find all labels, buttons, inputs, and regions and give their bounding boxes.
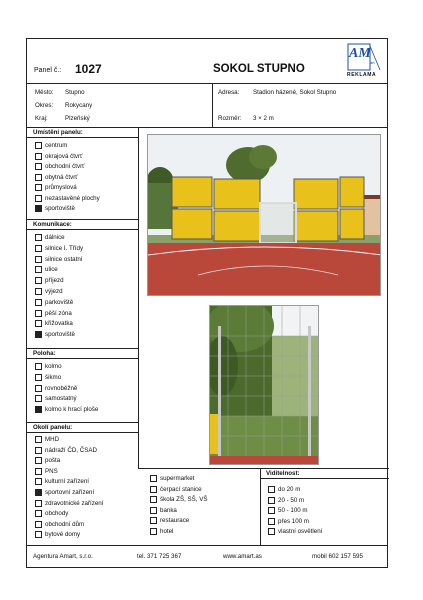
checkbox-unchecked[interactable] xyxy=(150,475,157,482)
checkbox-unchecked[interactable] xyxy=(35,478,42,485)
checkbox-label: křižovatka xyxy=(45,320,73,328)
checkbox-label: kolmo xyxy=(45,363,62,370)
checkbox-unchecked[interactable] xyxy=(35,510,42,517)
checkbox-label: průmyslová xyxy=(45,184,77,191)
checkbox-label: ulice xyxy=(45,266,58,274)
footer-company: Agentura Amart, s.r.o. xyxy=(33,553,93,560)
komunikace-title: Komunikace: xyxy=(33,221,72,228)
checkbox-label: šikmo xyxy=(45,373,62,381)
checkbox-unchecked[interactable] xyxy=(35,184,42,191)
checkbox-unchecked[interactable] xyxy=(150,528,157,535)
checkbox-unchecked[interactable] xyxy=(35,521,42,528)
checkbox-unchecked[interactable] xyxy=(35,256,42,263)
checkbox-label: obytná čtvrť xyxy=(45,173,78,181)
page-title: SOKOL STUPNO xyxy=(213,63,305,75)
checkbox-label: kulturní zařízení xyxy=(45,478,90,486)
checkbox-checked[interactable] xyxy=(35,406,42,413)
checkbox-unchecked[interactable] xyxy=(268,486,275,493)
poloha-title: Poloha: xyxy=(33,350,56,357)
rozmer-value: 3 × 2 m xyxy=(253,115,274,122)
checkbox-unchecked[interactable] xyxy=(35,234,42,241)
checkbox-label: obchody xyxy=(45,510,69,518)
checkbox-unchecked[interactable] xyxy=(35,436,42,443)
checkbox-label: zdravotnické zařízení xyxy=(45,499,104,507)
panel-number-label: Panel č.: xyxy=(34,67,62,74)
checkbox-checked[interactable] xyxy=(35,205,42,212)
adresa-value: Stadion házené, Sokol Stupno xyxy=(253,89,337,96)
rozmer-label: Rozměr: xyxy=(218,115,242,122)
checkbox-label: vlastní osvětlení xyxy=(278,528,323,536)
checkbox-unchecked[interactable] xyxy=(35,500,42,507)
checkbox-unchecked[interactable] xyxy=(150,486,157,493)
checkbox-unchecked[interactable] xyxy=(268,518,275,525)
checkbox-label: banka xyxy=(160,506,177,514)
footer-phone: tel. 371 725 367 xyxy=(137,553,182,560)
checkbox-label: PNS xyxy=(45,467,58,475)
kraj-value: Plzeňský xyxy=(65,115,90,122)
checkbox-label: supermarket xyxy=(160,475,195,482)
mesto-label: Město: xyxy=(35,89,54,96)
checkbox-unchecked[interactable] xyxy=(35,174,42,181)
footer-web: www.amart.as xyxy=(223,553,262,560)
checkbox-label: parkoviště xyxy=(45,298,74,306)
logo-small-text: art xyxy=(370,60,375,65)
checkbox-unchecked[interactable] xyxy=(35,310,42,317)
checkbox-label: sportoviště xyxy=(45,331,75,339)
checkbox-unchecked[interactable] xyxy=(150,507,157,514)
checkbox-checked[interactable] xyxy=(35,489,42,496)
checkbox-label: příjezd xyxy=(45,277,64,285)
checkbox-unchecked[interactable] xyxy=(35,153,42,160)
checkbox-label: škola ZŠ, SŠ, VŠ xyxy=(160,496,208,504)
panel-number: 1027 xyxy=(75,62,102,76)
checkbox-label: samostatný xyxy=(45,395,77,403)
checkbox-unchecked[interactable] xyxy=(268,507,275,514)
photo-panel-close xyxy=(209,305,319,465)
amart-logo xyxy=(347,43,385,81)
checkbox-unchecked[interactable] xyxy=(35,320,42,327)
mesto-value: Stupno xyxy=(65,89,85,96)
checkbox-label: hotel xyxy=(160,528,174,535)
checkbox-unchecked[interactable] xyxy=(35,142,42,149)
checkbox-label: nádraží ČD, ČSAD xyxy=(45,446,97,454)
checkbox-unchecked[interactable] xyxy=(35,374,42,381)
checkbox-unchecked[interactable] xyxy=(150,517,157,524)
checkbox-unchecked[interactable] xyxy=(35,299,42,306)
checkbox-unchecked[interactable] xyxy=(35,468,42,475)
checkbox-unchecked[interactable] xyxy=(35,457,42,464)
checkbox-label: čerpací stanice xyxy=(160,485,202,493)
photo-close-image xyxy=(210,306,319,465)
checkbox-label: MHD xyxy=(45,436,60,443)
okoli-title: Okolí panelu: xyxy=(33,424,73,431)
checkbox-label: pošta xyxy=(45,457,61,465)
okres-value: Rokycany xyxy=(65,102,93,109)
checkbox-label: silnice I. Třídy xyxy=(45,244,84,252)
checkbox-label: obchodní dům xyxy=(45,520,85,528)
checkbox-label: kolmo k hrací ploše xyxy=(45,406,99,414)
checkbox-label: bytové domy xyxy=(45,531,81,539)
checkbox-label: 20 - 50 m xyxy=(278,496,305,504)
checkbox-label: dálnice xyxy=(45,234,65,241)
logo-subtext: REKLAMA xyxy=(347,72,377,78)
checkbox-unchecked[interactable] xyxy=(35,447,42,454)
checkbox-unchecked[interactable] xyxy=(35,288,42,295)
checkbox-label: pěší zóna xyxy=(45,309,72,317)
checkbox-unchecked[interactable] xyxy=(35,195,42,202)
checkbox-label: přes 100 m xyxy=(278,517,309,525)
checkbox-label: okrajová čtvrť xyxy=(45,152,83,160)
checkbox-unchecked[interactable] xyxy=(268,528,275,535)
umisteni-title: Umístění panelu: xyxy=(33,129,83,136)
checkbox-label: centrum xyxy=(45,142,68,149)
okres-label: Okres: xyxy=(35,102,54,109)
checkbox-label: nezastavěné plochy xyxy=(45,194,100,202)
checkbox-label: sportovní zařízení xyxy=(45,489,95,496)
checkbox-label: rovnoběžně xyxy=(45,384,78,392)
footer-mobile: mobil 602 157 595 xyxy=(312,553,363,560)
datasheet xyxy=(26,38,388,568)
checkbox-unchecked[interactable] xyxy=(35,277,42,284)
checkbox-unchecked[interactable] xyxy=(35,266,42,273)
checkbox-label: silnice ostatní xyxy=(45,255,83,263)
checkbox-checked[interactable] xyxy=(35,331,42,338)
checkbox-unchecked[interactable] xyxy=(150,496,157,503)
logo-text: AM xyxy=(349,46,371,61)
checkbox-unchecked[interactable] xyxy=(35,531,42,538)
checkbox-label: obchodní čtvrť xyxy=(45,163,85,170)
checkbox-label: 50 - 100 m xyxy=(278,507,308,515)
checkbox-unchecked[interactable] xyxy=(35,385,42,392)
photo-panel-wide xyxy=(147,134,381,296)
adresa-label: Adresa: xyxy=(218,89,240,96)
checkbox-label: výjezd xyxy=(45,288,63,295)
checkbox-unchecked[interactable] xyxy=(35,395,42,402)
checkbox-label: sportoviště xyxy=(45,205,75,212)
checkbox-unchecked[interactable] xyxy=(35,163,42,170)
checkbox-label: do 20 m xyxy=(278,486,301,493)
checkbox-label: restaurace xyxy=(160,517,190,525)
checkbox-unchecked[interactable] xyxy=(268,497,275,504)
checkbox-unchecked[interactable] xyxy=(35,245,42,252)
checkbox-unchecked[interactable] xyxy=(35,363,42,370)
viditelnost-title: Viditelnost: xyxy=(266,470,300,477)
photo-wide-image xyxy=(148,135,381,296)
kraj-label: Kraj: xyxy=(35,115,48,122)
